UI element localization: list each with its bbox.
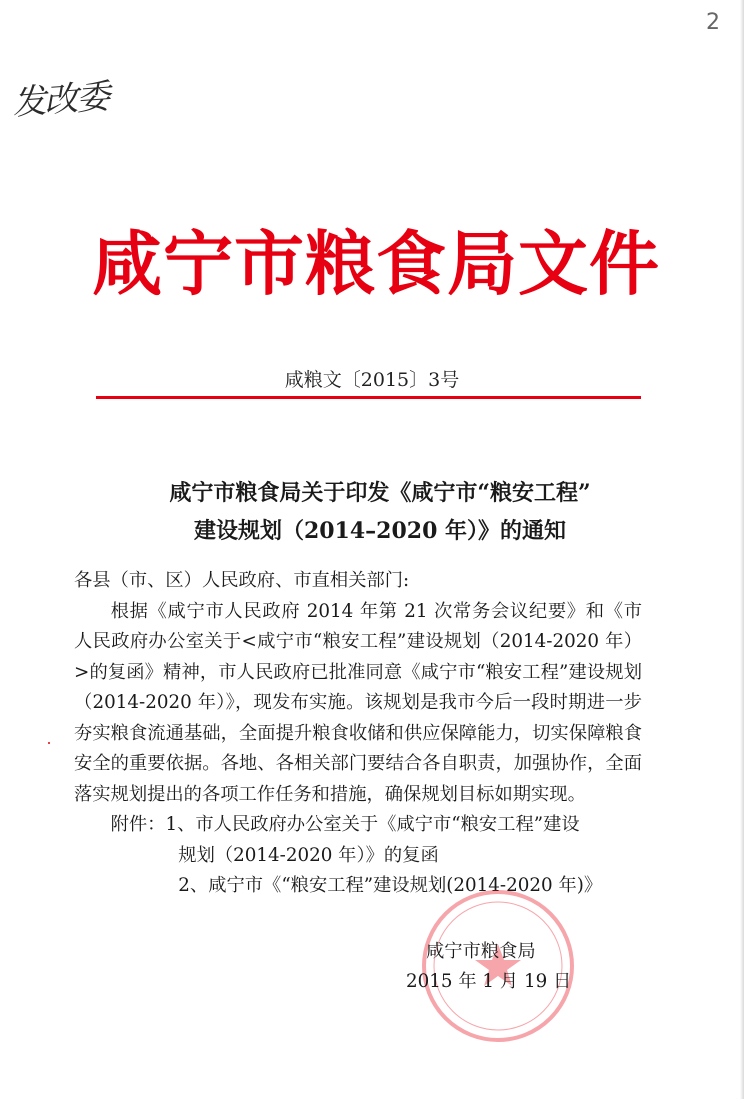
attachment-item-2: 2、咸宁市《“粮安工程”建设规划(2014-2020 年)》 — [178, 875, 603, 896]
notice-title-line1: 咸宁市粮食局关于印发《咸宁市“粮安工程” — [169, 480, 591, 506]
salutation: 各县（市、区）人民政府、市直相关部门: — [74, 570, 410, 591]
signature-date: 2015 年 1 月 19 日 — [406, 971, 572, 992]
notice-body — [74, 566, 642, 902]
attachment-item-1 — [74, 810, 642, 841]
notice-title-line2: 建设规划（2014–2020 年）》的通知 — [193, 518, 567, 544]
scan-edge — [740, 0, 744, 1099]
scan-speck — [48, 742, 50, 744]
attachment-item-1-line2: 规划（2014-2020 年）》的复函 — [178, 844, 439, 866]
page-number: 2 — [706, 10, 720, 35]
document-number: 咸粮文〔2015〕3号 — [284, 369, 460, 391]
document-masthead: 咸宁市粮食局文件 — [92, 223, 660, 305]
signature-organization: 咸宁市粮食局 — [426, 941, 536, 962]
notice-title — [80, 474, 680, 550]
red-divider-line — [96, 396, 641, 399]
body-paragraph: 根据《咸宁市人民政府 2014 年第 21 次常务会议纪要》和《市人民政府办公室关于<咸宁市“粮安工程”建设规划（2014-2020 年）>的复函》精神，市人民政府已批准同意《咸宁市“粮安工程”建设规划（2014-2020 年）》，现发布实施。该规划是我市今后一段时期进一步夯实粮食流通基础，全面提升粮食收储和供应保障能力，切实保障粮食安全的重要依据。各地、各相关部门要结合各自职责，加强协作，全面落实规划提出的各项工作任务和措施，确保规划目标如期实现。 — [74, 600, 642, 805]
attachment-label: 附件： — [110, 814, 166, 835]
signature-block — [406, 937, 586, 997]
handwritten-note: 发改委 — [10, 76, 110, 124]
attachment-item-1-line1: 1、市人民政府办公室关于《咸宁市“粮安工程”建设 — [165, 814, 580, 835]
